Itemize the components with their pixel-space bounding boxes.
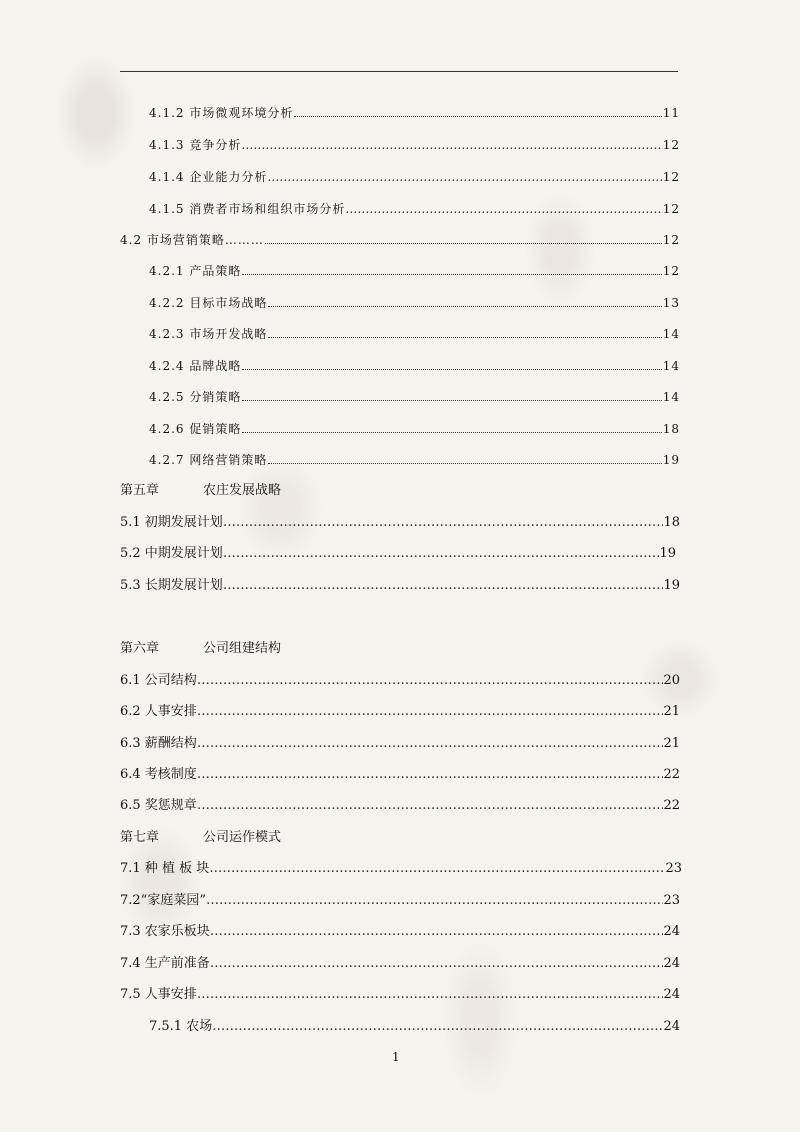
toc-entry[interactable]: 4.2.4 品牌战略 14 [149, 359, 680, 373]
toc-entry[interactable]: 5.2 中期发展计划 …………………………………………………………………………………………………………………………………………………………………… 19 [120, 545, 676, 563]
toc-entry[interactable]: 4.2 市场营销策略……… 12 [120, 233, 680, 247]
toc-entry[interactable]: 6.5 奖惩规章 …………………………………………………………………………………………………………………………………………………………………… 22 [120, 797, 680, 815]
toc-entry[interactable]: 4.1.5 消费者市场和组织市场分析 …………………………………………………………………………………………………………………………………………………………………… 12 [149, 200, 680, 218]
toc-entry[interactable]: 4.2.5 分销策略 14 [149, 390, 680, 404]
toc-entry[interactable]: 5.3 长期发展计划 …………………………………………………………………………………………………………………………………………………………………… 19 [120, 577, 680, 595]
page-number: 1 [392, 1050, 400, 1064]
toc-entry[interactable]: 6.2 人事安排 …………………………………………………………………………………………………………………………………………………………………… 21 [120, 703, 680, 721]
chapter-heading[interactable]: 第五章 农庄发展战略 [120, 483, 282, 498]
toc-entry[interactable]: 7.3 农家乐板块 …………………………………………………………………………………………………………………………………………………………………… 24 [120, 923, 680, 941]
toc-entry[interactable]: 4.2.2 目标市场战略 13 [149, 296, 680, 310]
toc-entry[interactable]: 4.1.3 竞争分析 …………………………………………………………………………………………………………………………………………………………………… 12 [149, 136, 680, 154]
chapter-heading[interactable]: 第七章 公司运作模式 [120, 830, 282, 845]
toc-entry[interactable]: 7.5 人事安排 …………………………………………………………………………………………………………………………………………………………………… 24 [120, 986, 680, 1004]
toc-entry[interactable]: 7.1 种 植 板 块 …………………………………………………………………………………………………………………………………………………………………… 23 [120, 860, 682, 878]
toc-entry[interactable]: 4.1.4 企业能力分析 …………………………………………………………………………………………………………………………………………………………………… 12 [149, 168, 680, 186]
toc-entry[interactable]: 4.2.3 市场开发战略 14 [149, 327, 680, 341]
toc-entry[interactable]: 6.4 考核制度 …………………………………………………………………………………………………………………………………………………………………… 22 [120, 766, 680, 784]
toc-entry[interactable]: 6.1 公司结构 …………………………………………………………………………………………………………………………………………………………………… 20 [120, 672, 680, 690]
toc-entry[interactable]: 7.2“家庭菜园” …………………………………………………………………………………………………………………………………………………………………… 23 [120, 892, 680, 910]
toc-entry[interactable]: 7.5.1 农场 …………………………………………………………………………………………………………………………………………………………………… 24 [149, 1018, 680, 1036]
toc-entry[interactable]: 4.2.1 产品策略 12 [149, 264, 680, 278]
toc-entry[interactable]: 4.2.7 网络营销策略 19 [149, 453, 680, 467]
toc-entry[interactable]: 4.1.2 市场微观环境分析 11 [149, 106, 680, 120]
chapter-heading[interactable]: 第六章 公司组建结构 [120, 641, 282, 656]
toc-entry[interactable]: 5.1 初期发展计划 …………………………………………………………………………………………………………………………………………………………………… 18 [120, 514, 680, 532]
toc-entry[interactable]: 6.3 薪酬结构 …………………………………………………………………………………………………………………………………………………………………… 21 [120, 735, 680, 753]
toc-entry[interactable]: 7.4 生产前准备 …………………………………………………………………………………………………………………………………………………………………… 24 [120, 955, 680, 973]
toc-entry[interactable]: 4.2.6 促销策略 18 [149, 422, 680, 436]
